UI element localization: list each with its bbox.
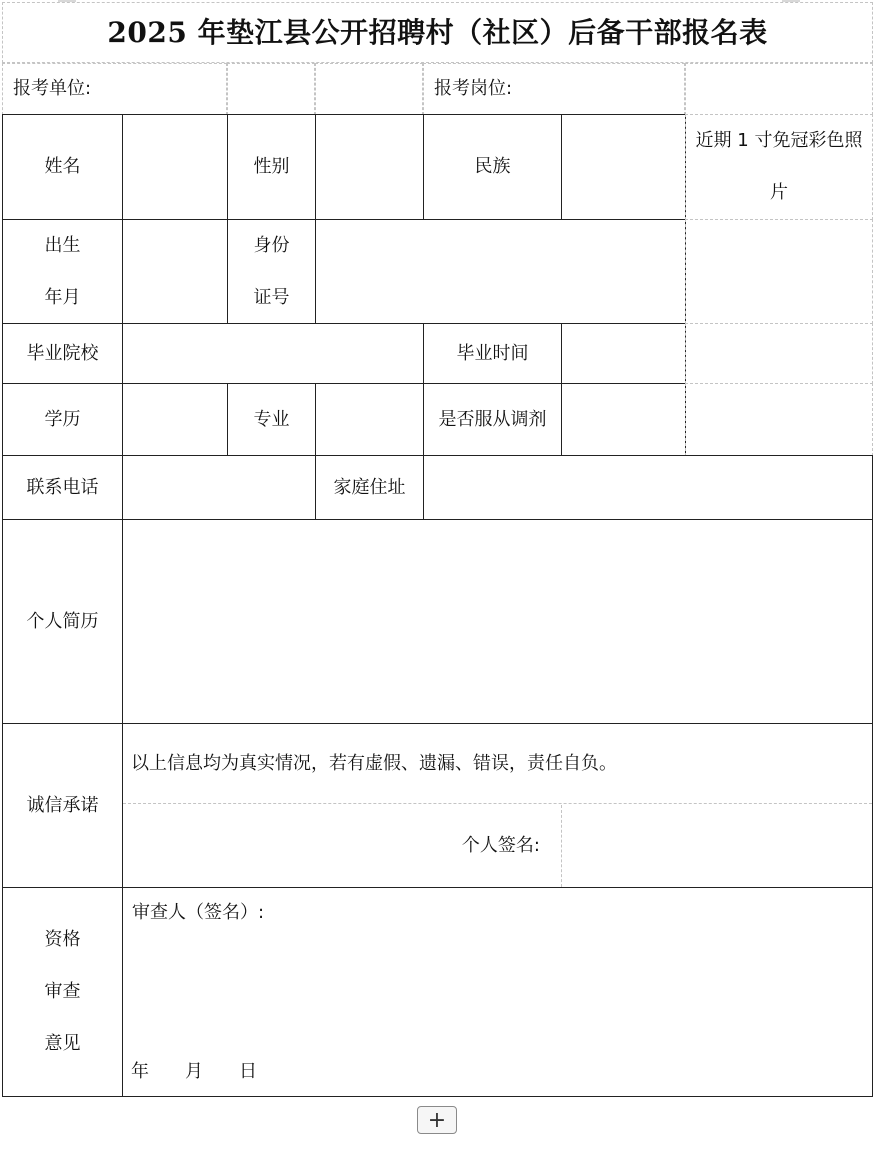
birth-label [2, 219, 123, 324]
education-value-cell[interactable] [122, 383, 228, 456]
obey-adjust-label: 是否服从调剂 [423, 383, 562, 456]
date-month-label: 月 [185, 1061, 203, 1082]
gender-value-cell[interactable] [315, 114, 424, 220]
phone-value-cell[interactable] [122, 455, 316, 520]
date-day-label: 日 [239, 1061, 257, 1082]
id-number-label-line2: 证号 [253, 286, 290, 308]
grad-time-label: 毕业时间 [423, 323, 562, 384]
resume-value-cell[interactable] [122, 519, 873, 724]
signature-label: 个人签名: [461, 835, 540, 856]
ethnicity-label: 民族 [423, 114, 562, 220]
school-label: 毕业院校 [2, 323, 123, 384]
address-label: 家庭住址 [315, 455, 424, 520]
apply-unit-label: 报考单位: [2, 63, 227, 115]
integrity-statement: 以上信息均为真实情况，若有虚假、遗漏、错误，责任自负。 [123, 724, 872, 804]
photo-area-cell-2 [685, 219, 873, 324]
review-label-line3: 意见 [44, 1033, 81, 1054]
school-value-cell[interactable] [122, 323, 424, 384]
phone-label: 联系电话 [2, 455, 123, 520]
birth-label-line2: 年月 [44, 286, 81, 308]
add-row-button[interactable] [417, 1106, 457, 1134]
birth-value-cell[interactable] [122, 219, 228, 324]
major-label: 专业 [227, 383, 316, 456]
id-number-label [227, 219, 316, 324]
photo-label: 近期 1 寸免冠彩色照片 [685, 114, 873, 220]
id-number-value-cell[interactable] [315, 219, 686, 324]
integrity-label: 诚信承诺 [2, 723, 123, 888]
grad-time-value-cell[interactable] [561, 323, 686, 384]
plus-icon: + [427, 1107, 447, 1133]
name-value-cell[interactable] [122, 114, 228, 220]
review-opinion-label [2, 887, 123, 1097]
reviewer-signature-label: 审查人（签名）: [132, 902, 265, 923]
review-label-line2: 审查 [44, 981, 81, 1002]
signature-value-cell[interactable] [561, 805, 872, 887]
date-year-label: 年 [131, 1061, 149, 1082]
photo-area-cell-3 [685, 323, 873, 384]
resume-label: 个人简历 [2, 519, 123, 724]
apply-unit-extra-cell[interactable] [315, 63, 423, 115]
review-label-line1: 资格 [44, 929, 81, 950]
apply-position-label: 报考岗位: [423, 63, 685, 115]
review-date [131, 1057, 257, 1083]
obey-adjust-value-cell[interactable] [561, 383, 686, 456]
address-value-cell[interactable] [423, 455, 873, 520]
photo-area-cell-4 [685, 383, 873, 456]
ethnicity-value-cell[interactable] [561, 114, 686, 220]
name-label: 姓名 [2, 114, 123, 220]
education-label: 学历 [2, 383, 123, 456]
form-title: 2025 年垫江县公开招聘村（社区）后备干部报名表 [2, 2, 873, 63]
id-number-label-line1: 身份 [253, 234, 290, 256]
major-value-cell[interactable] [315, 383, 424, 456]
gender-label: 性别 [227, 114, 316, 220]
apply-unit-value-cell[interactable] [227, 63, 315, 115]
birth-label-line1: 出生 [44, 234, 81, 256]
apply-position-value-cell[interactable] [685, 63, 873, 115]
